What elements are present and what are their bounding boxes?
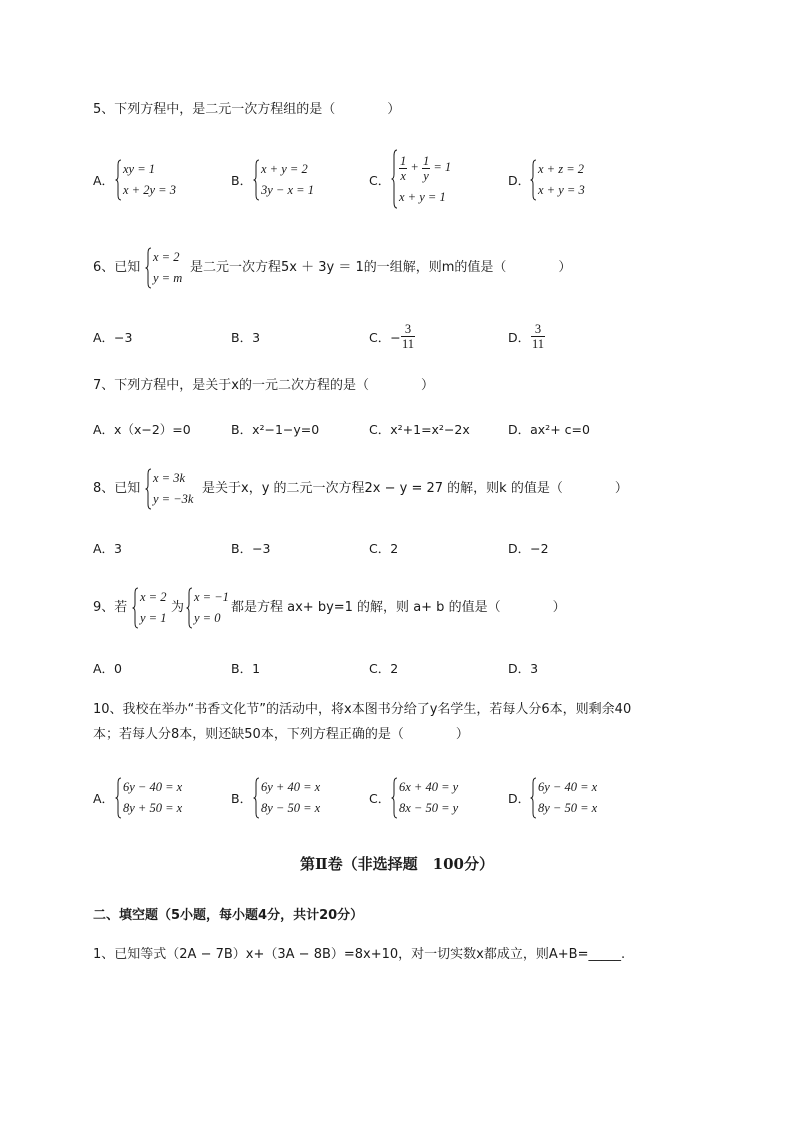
q6-option-d-label: D．: [508, 330, 531, 345]
q6-option-b: B．3: [231, 330, 261, 345]
q9-option-b: B．1: [231, 661, 261, 676]
q10-option-b-label: B．: [231, 791, 253, 806]
question-8-stem: 是关于x，y 的二元一次方程2x − y = 27 的解，则k 的值是（ ）: [202, 481, 628, 496]
equation: x + y = 2: [261, 162, 308, 176]
denominator: y: [423, 168, 429, 183]
part-heading: 二、填空题（5小题，每小题4分，共计20分）: [93, 908, 364, 923]
equation: y = −3k: [153, 492, 194, 506]
q9-connector: 为: [171, 600, 185, 615]
q10-option-a-label: A．: [93, 791, 115, 806]
q6-option-c-label: C．−: [369, 330, 401, 345]
question-7-stem: 7、下列方程中，是关于x的一元二次方程的是（ ）: [93, 378, 434, 393]
q6-option-a: A．−3: [93, 330, 133, 345]
numerator: 3: [401, 322, 415, 337]
question-10-stem-line1: 10、我校在举办“书香文化节”的活动中，将x本图书分给了y名学生，若每人分6本，则剩余40: [93, 702, 632, 717]
equation: x = −1: [194, 590, 229, 604]
q7-option-b: B．x²−1−y=0: [231, 422, 320, 437]
q7-option-a: A．x（x−2）=0: [93, 422, 191, 437]
equation: 8y − 50 = x: [261, 801, 321, 815]
equation: x + y = 1: [399, 190, 446, 204]
numerator: 1: [422, 153, 430, 168]
question-6-stem: 是二元一次方程5x ＋ 3y ＝ 1的一组解，则m的值是（ ）: [190, 260, 572, 275]
numerator: 3: [531, 322, 545, 337]
equation: y = 0: [194, 611, 221, 625]
plus-sign: +: [410, 160, 419, 174]
q5-option-a-label: A．: [93, 173, 115, 188]
q9-option-a: A．0: [93, 661, 123, 676]
equation: 8y + 50 = x: [123, 801, 183, 815]
question-10-stem-line2: 本；若每人分8本，则还缺50本，下列方程正确的是（ ）: [93, 727, 469, 742]
q7-option-c: C．x²+1=x²−2x: [369, 422, 470, 437]
equation: x = 2: [153, 250, 180, 264]
q5-option-c-system: [391, 149, 451, 209]
question-6-stem-prefix: 6、已知: [93, 260, 141, 275]
q5-option-b-label: B．: [231, 173, 253, 188]
q8-option-c: C．2: [369, 541, 399, 556]
q8-option-a: A．3: [93, 541, 123, 556]
question-8-stem-prefix: 8、已知: [93, 481, 141, 496]
equals-one: = 1: [433, 160, 452, 174]
numerator: 1: [400, 153, 407, 168]
q10-option-d-system: [530, 777, 597, 819]
q5-option-d-label: D．: [508, 173, 531, 188]
equation: y = m: [153, 271, 183, 285]
denominator: 11: [402, 337, 415, 351]
equation: 6x + 40 = y: [399, 780, 459, 794]
equation: xy = 1: [123, 162, 156, 176]
equation: 6y − 40 = x: [538, 780, 598, 794]
equation: x + y = 3: [538, 183, 585, 197]
q10-option-a-system: [115, 777, 182, 819]
q8-option-d: D．−2: [508, 541, 549, 556]
q6-solution-system: [145, 247, 182, 289]
q5-option-c-label: C．: [369, 173, 391, 188]
section-title: 第Ⅱ卷（非选择题 100分）: [300, 855, 494, 873]
equation: 6y + 40 = x: [261, 780, 321, 794]
q5-option-a-system: [115, 159, 176, 201]
equation: 6y − 40 = x: [123, 780, 183, 794]
equation: x = 3k: [153, 471, 186, 485]
q10-option-d-label: D．: [508, 791, 531, 806]
equation: x + z = 2: [538, 162, 585, 176]
q9-option-c: C．2: [369, 661, 399, 676]
q6-option-d-fraction: [531, 322, 545, 351]
question-9-stem-prefix: 9、若: [93, 600, 128, 615]
q9-second-system: [186, 587, 229, 629]
equation: 8y − 50 = x: [538, 801, 598, 815]
equation: x = 2: [140, 590, 167, 604]
q10-option-b-system: [253, 777, 320, 819]
denominator: 11: [532, 337, 545, 351]
q8-solution-system: [145, 468, 193, 510]
q6-option-c-fraction: [401, 322, 415, 351]
equation: y = 1: [140, 611, 167, 625]
q5-option-d-system: [530, 159, 585, 201]
fill-question-1: 1、已知等式（2A − 7B）x+（3A − 8B）=8x+10，对一切实数x都成立，则A+B=_____.: [93, 947, 626, 962]
q10-option-c-label: C．: [369, 791, 391, 806]
q9-first-system: [132, 587, 166, 629]
q5-option-b-system: [253, 159, 314, 201]
equation: x + 2y = 3: [123, 183, 176, 197]
denominator: x: [400, 168, 406, 183]
q9-option-d: D．3: [508, 661, 539, 676]
q7-option-d: D．ax²+ c=0: [508, 422, 590, 437]
question-9-stem: 都是方程 ax+ by=1 的解，则 a+ b 的值是（ ）: [231, 600, 566, 615]
q8-option-b: B．−3: [231, 541, 271, 556]
q10-option-c-system: [391, 777, 458, 819]
equation: 3y − x = 1: [261, 183, 314, 197]
question-5-stem: 5、下列方程中，是二元一次方程组的是（ ）: [93, 102, 401, 117]
equation: 8x − 50 = y: [399, 801, 459, 815]
